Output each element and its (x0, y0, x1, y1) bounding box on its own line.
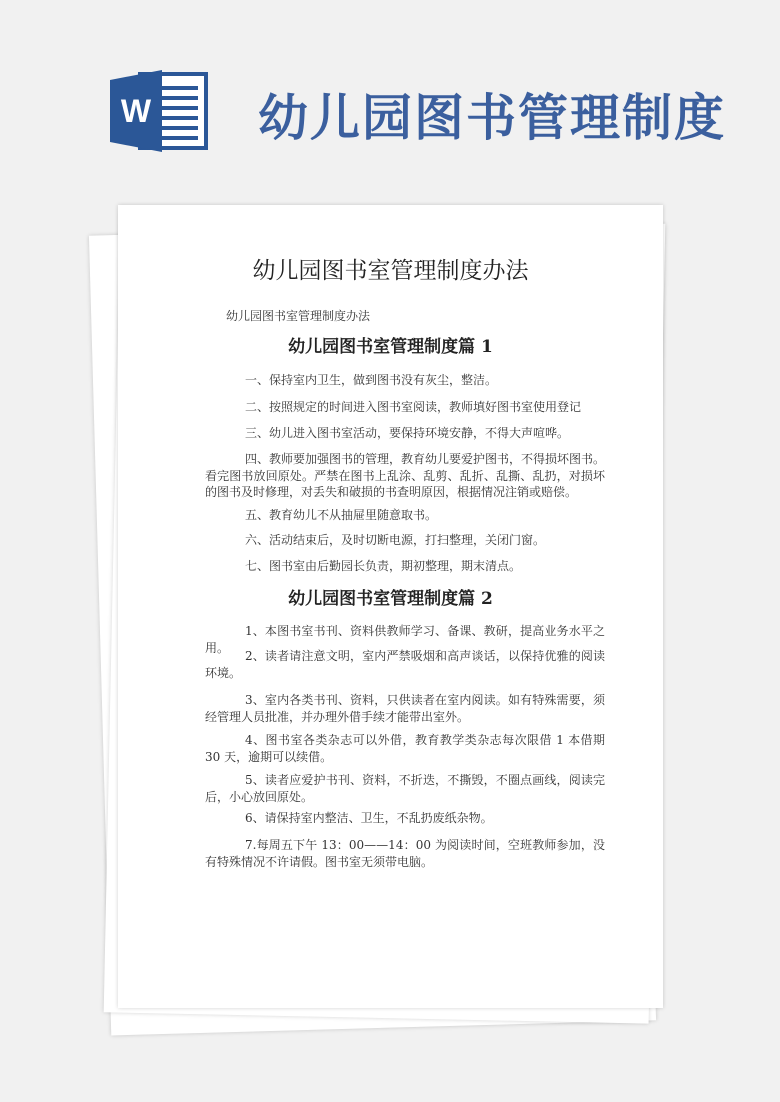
paragraph: 六、活动结束后，及时切断电源，打扫整理，关闭门窗。 (245, 533, 546, 547)
paragraph: 七、图书室由后勤园长负责，期初整理，期末清点。 (245, 559, 522, 573)
section-heading: 幼儿园图书室管理制度篇 2 (288, 589, 493, 609)
paragraph: 5、读者应爱护书刊、资料，不折迭，不撕毁，不圈点画线，阅读完后，小心放回原处。 (205, 773, 605, 804)
paragraph: 四、教师要加强图书的管理，教育幼儿要爱护图书，不得损坏图书。看完图书放回原处。严禁在图书上乱涂、乱剪、乱折、乱撕、乱扔，对损坏的图书及时修理，对丢失和破损的书查明原因，根据情况注销或赔偿。 (205, 452, 606, 499)
document-title: 幼儿园图书室管理制度办法 (252, 258, 529, 284)
paragraph: 三、幼儿进入图书室活动，要保持环境安静，不得大声喧哗。 (245, 426, 570, 440)
paragraph: 4、图书室各类杂志可以外借，教育教学类杂志每次限借 1 本借期 30 天，逾期可以续借。 (205, 733, 605, 764)
paragraph: 6、请保持室内整洁、卫生，不乱扔废纸杂物。 (245, 811, 493, 825)
paragraph: 一、保持室内卫生，做到图书没有灰尘，整洁。 (245, 373, 498, 387)
paragraph: 7.每周五下午 13：00——14：00 为阅读时间，空班教师参加，没有特殊情况不许请假。图书室无须带电脑。 (205, 838, 605, 869)
paragraph: 3、室内各类书刊、资料，只供读者在室内阅读。如有特殊需要，须经管理人员批准，并办理外借手续才能带出室外。 (205, 693, 605, 724)
section-heading: 幼儿园图书室管理制度篇 1 (288, 337, 493, 357)
paragraph: 2、读者请注意文明，室内严禁吸烟和高声谈话，以保持优雅的阅读环境。 (205, 649, 605, 680)
paragraph: 二、按照规定的时间进入图书室阅读，教师填好图书室使用登记 (245, 400, 582, 414)
paragraph: 五、教育幼儿不从抽屉里随意取书。 (245, 508, 438, 522)
word-icon (110, 70, 208, 152)
paragraph: 1、本图书室书刊、资料供教师学习、备课、教研，提高业务水平之用。 (205, 624, 605, 655)
page-title: 幼儿园图书管理制度 (258, 89, 726, 147)
document-subtitle: 幼儿园图书室管理制度办法 (226, 309, 371, 323)
word-icon-letter: W (120, 93, 152, 129)
